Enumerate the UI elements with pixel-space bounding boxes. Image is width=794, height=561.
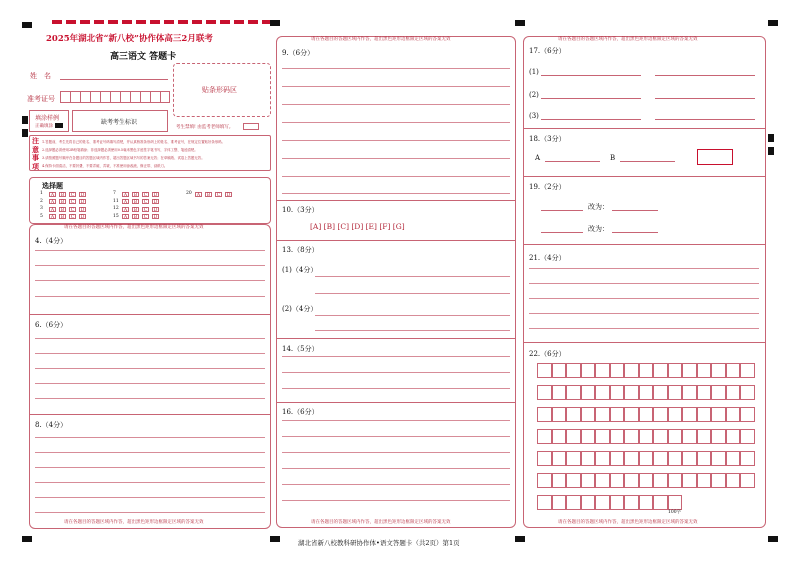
grid-cell[interactable]	[537, 363, 552, 378]
grid-cell[interactable]	[639, 451, 654, 466]
grid-cell[interactable]	[537, 407, 552, 422]
grid-cell[interactable]	[624, 407, 639, 422]
grid-cell[interactable]	[668, 473, 683, 488]
grid-cell[interactable]	[639, 429, 654, 444]
grid-cell[interactable]	[581, 495, 596, 510]
header-dash-bar	[52, 20, 270, 24]
grid-cell[interactable]	[610, 473, 625, 488]
grid-cell[interactable]	[668, 495, 683, 510]
grid-count-label: 100字	[668, 510, 682, 515]
grid-cell[interactable]	[537, 385, 552, 400]
grid-cell[interactable]	[711, 363, 726, 378]
choice-option-bubble[interactable]: C	[143, 215, 148, 220]
q17-blank[interactable]	[541, 119, 641, 120]
answer-line[interactable]	[35, 482, 265, 483]
divider	[276, 240, 516, 241]
timing-mark	[515, 536, 525, 542]
grid-cell[interactable]	[653, 451, 668, 466]
filled-sample	[55, 123, 63, 128]
grid-cell[interactable]	[552, 451, 567, 466]
grid-cell[interactable]	[740, 429, 755, 444]
answer-line[interactable]	[35, 338, 265, 339]
answer-line[interactable]	[282, 388, 510, 389]
choice-option-bubble[interactable]: B	[133, 215, 138, 220]
q19-label: 19.（2分）	[529, 183, 566, 191]
grid-cell[interactable]	[595, 495, 610, 510]
answer-line[interactable]	[35, 353, 265, 354]
q8-label: 8.（4分）	[35, 421, 68, 429]
q14-label: 14.（5分）	[282, 345, 319, 353]
answer-line[interactable]	[35, 398, 265, 399]
grid-cell[interactable]	[697, 385, 712, 400]
middle-answer-panel	[276, 36, 516, 528]
q17-blank[interactable]	[541, 75, 641, 76]
answer-line[interactable]	[529, 298, 759, 299]
answer-line[interactable]	[35, 250, 265, 251]
answer-line[interactable]	[282, 104, 510, 105]
grid-cell[interactable]	[566, 451, 581, 466]
timing-mark	[270, 536, 280, 542]
grid-cell[interactable]	[581, 451, 596, 466]
grid-cell[interactable]	[668, 385, 683, 400]
grid-cell[interactable]	[566, 495, 581, 510]
grid-cell[interactable]	[581, 473, 596, 488]
area-warning: 请在各题目的答题区域内作答，超出黑色矩形边框限定区域的答案无效	[311, 37, 451, 42]
choice-number: 11	[113, 198, 119, 204]
grid-cell[interactable]	[581, 363, 596, 378]
exam-title: 2025年湖北省“新八校”协作体高三2月联考	[46, 34, 213, 44]
grid-row	[537, 473, 755, 488]
choice-option-bubble[interactable]: B	[60, 207, 65, 213]
divider	[523, 176, 766, 177]
grid-cell[interactable]	[726, 451, 741, 466]
sample-label: 填涂样例	[35, 115, 60, 122]
q9-label: 9.（6分）	[282, 49, 315, 57]
grid-cell[interactable]	[668, 429, 683, 444]
choice-option-bubble[interactable]: B	[133, 207, 138, 213]
choice-number: 15	[113, 213, 119, 219]
grid-cell[interactable]	[711, 385, 726, 400]
choice-option-bubble[interactable]: D	[226, 192, 231, 198]
grid-cell[interactable]	[624, 495, 639, 510]
grid-cell[interactable]	[697, 407, 712, 422]
grid-cell[interactable]	[566, 429, 581, 444]
choice-option-bubble[interactable]: D	[153, 215, 158, 220]
divider	[523, 244, 766, 245]
grid-cell[interactable]	[639, 473, 654, 488]
q17-label: 17.（6分）	[529, 47, 566, 55]
grid-row	[537, 407, 755, 422]
grid-cell[interactable]	[726, 363, 741, 378]
answer-line[interactable]	[282, 158, 510, 159]
notice-line: 2.选择题必须使用2B铅笔填涂；非选择题必须使用0.5毫米黑色字迹签字笔书写，字体工整、笔迹清楚。	[42, 148, 198, 152]
timing-mark	[22, 536, 32, 542]
grid-cell[interactable]	[711, 407, 726, 422]
grid-row	[537, 363, 755, 378]
grid-cell[interactable]	[639, 363, 654, 378]
grid-cell[interactable]	[726, 407, 741, 422]
grid-cell[interactable]	[624, 451, 639, 466]
grid-cell[interactable]	[537, 451, 552, 466]
q19-blank[interactable]	[612, 232, 658, 233]
divider	[276, 338, 516, 339]
answer-line[interactable]	[35, 368, 265, 369]
choice-option-bubble[interactable]: B	[60, 192, 65, 198]
grid-cell[interactable]	[697, 363, 712, 378]
notice-line: 1.答题前，考生先将自己的姓名、准考证号码填写清楚，并认真核准条形码上的姓名、准考证号，在规定位置贴好条形码。	[42, 140, 225, 144]
grid-row	[537, 495, 682, 510]
grid-cell[interactable]	[726, 473, 741, 488]
area-warning: 请在各题目的答题区域内作答，超出黑色矩形边框限定区域的答案无效	[558, 37, 698, 42]
choice-option-bubble[interactable]: D	[153, 200, 158, 205]
answer-line[interactable]	[282, 193, 510, 194]
choice-option-bubble[interactable]: A	[123, 215, 128, 220]
answer-line[interactable]	[282, 468, 510, 469]
answer-line[interactable]	[282, 122, 510, 123]
grid-cell[interactable]	[697, 473, 712, 488]
grid-cell[interactable]	[566, 473, 581, 488]
grid-cell[interactable]	[653, 473, 668, 488]
choice-option-bubble[interactable]: C	[216, 192, 221, 198]
answer-line[interactable]	[282, 452, 510, 453]
answer-line[interactable]	[282, 176, 510, 177]
choice-number: 5	[40, 213, 43, 219]
grid-cell[interactable]	[566, 407, 581, 422]
divider	[523, 342, 766, 343]
divider	[276, 200, 516, 201]
q19-change-label: 改为：	[588, 225, 609, 233]
choice-option-bubble[interactable]: D	[80, 215, 85, 220]
left-answer-panel	[29, 224, 271, 529]
choice-option-bubble[interactable]: A	[123, 192, 128, 198]
answer-line[interactable]	[282, 68, 510, 69]
choice-number: 1	[40, 191, 43, 196]
answer-line[interactable]	[35, 265, 265, 266]
notice-box	[29, 135, 271, 171]
grid-cell[interactable]	[740, 363, 755, 378]
divider	[29, 314, 271, 315]
q18-label: 18.（3分）	[529, 135, 566, 143]
grid-cell[interactable]	[668, 407, 683, 422]
q19-blank[interactable]	[541, 210, 583, 211]
area-warning: 请在各题目的答题区域内作答，超出黑色矩形边框限定区域的答案无效	[64, 225, 204, 230]
q17-blank[interactable]	[655, 75, 755, 76]
grid-cell[interactable]	[639, 495, 654, 510]
grid-cell[interactable]	[595, 385, 610, 400]
choice-option-bubble[interactable]: A	[196, 192, 201, 198]
grid-cell[interactable]	[552, 407, 567, 422]
q22-label: 22.（6分）	[529, 350, 566, 358]
answer-line[interactable]	[529, 268, 759, 269]
choice-option-bubble[interactable]: A	[50, 215, 55, 220]
grid-cell[interactable]	[552, 363, 567, 378]
grid-cell[interactable]	[740, 473, 755, 488]
choice-option-bubble[interactable]: A	[50, 192, 55, 198]
divider	[276, 402, 516, 403]
grid-cell[interactable]	[566, 385, 581, 400]
q18-a-label: A	[535, 154, 541, 162]
grid-cell[interactable]	[639, 407, 654, 422]
q17-blank[interactable]	[541, 98, 641, 99]
grid-cell[interactable]	[697, 451, 712, 466]
barcode-label: 贴条形码区	[202, 86, 237, 94]
grid-cell[interactable]	[581, 385, 596, 400]
q18-a-blank[interactable]	[545, 161, 600, 162]
answer-line[interactable]	[315, 276, 510, 277]
answer-line[interactable]	[315, 315, 510, 316]
timing-mark	[768, 20, 778, 26]
grid-cell[interactable]	[537, 429, 552, 444]
answer-line[interactable]	[35, 280, 265, 281]
grid-cell[interactable]	[682, 407, 697, 422]
grid-row	[537, 451, 755, 466]
grid-cell[interactable]	[552, 385, 567, 400]
q16-label: 16.（6分）	[282, 408, 319, 416]
answer-line[interactable]	[35, 452, 265, 453]
grid-cell[interactable]	[552, 473, 567, 488]
choice-number: 20	[186, 191, 192, 196]
answer-line[interactable]	[315, 293, 510, 294]
timing-mark	[22, 116, 28, 124]
notice-head: 注	[32, 136, 39, 145]
timing-mark	[270, 20, 280, 26]
timing-mark	[768, 536, 778, 542]
q18-b-blank[interactable]	[620, 161, 675, 162]
grid-cell[interactable]	[711, 429, 726, 444]
answer-line[interactable]	[282, 356, 510, 357]
choice-option-bubble[interactable]: B	[133, 200, 138, 205]
barcode-area	[173, 63, 271, 117]
absent-checkbox[interactable]	[243, 123, 259, 130]
choice-option-bubble[interactable]: B	[133, 192, 138, 198]
grid-cell[interactable]	[610, 451, 625, 466]
answer-line[interactable]	[282, 484, 510, 485]
timing-mark	[22, 22, 32, 28]
answer-line[interactable]	[35, 383, 265, 384]
grid-cell[interactable]	[610, 407, 625, 422]
choice-option-bubble[interactable]: C	[143, 207, 148, 213]
timing-mark	[515, 20, 525, 26]
sample-sub: 正确填涂	[35, 124, 53, 129]
grid-cell[interactable]	[653, 407, 668, 422]
answer-line[interactable]	[282, 140, 510, 141]
notice-line: 4.保持卡面清洁，不要折叠，不要弄破、弄皱，不准使用涂改液、修正带、刮纸刀。	[42, 164, 168, 168]
grid-cell[interactable]	[610, 495, 625, 510]
notice-head: 项	[32, 161, 39, 171]
grid-row	[537, 429, 755, 444]
answer-line[interactable]	[282, 86, 510, 87]
grid-cell[interactable]	[682, 429, 697, 444]
grid-cell[interactable]	[697, 429, 712, 444]
grid-cell[interactable]	[726, 429, 741, 444]
choice-number: 2	[40, 198, 43, 204]
q17-item: (3)	[529, 112, 539, 120]
q4-label: 4.（4分）	[35, 237, 68, 245]
grid-cell[interactable]	[595, 451, 610, 466]
grid-cell[interactable]	[682, 473, 697, 488]
answer-line[interactable]	[315, 330, 510, 331]
choice-title: 选择题	[42, 181, 63, 190]
grid-cell[interactable]	[610, 429, 625, 444]
choice-option-bubble[interactable]: C	[70, 200, 75, 205]
grid-cell[interactable]	[537, 495, 552, 510]
answer-line[interactable]	[35, 296, 265, 297]
timing-mark	[768, 134, 774, 142]
divider	[523, 128, 766, 129]
card-subtitle: 高三语文 答题卡	[110, 52, 177, 62]
footer-text: 湖北省新八校教科研协作体•语文答题卡（共2页）第1页	[298, 539, 460, 547]
choice-option-bubble[interactable]: D	[80, 207, 85, 213]
q17-item: (2)	[529, 91, 539, 99]
choice-option-bubble[interactable]: D	[80, 200, 85, 205]
choice-number: 12	[113, 206, 119, 211]
choice-option-bubble[interactable]: B	[206, 192, 211, 198]
grid-cell[interactable]	[653, 363, 668, 378]
grid-cell[interactable]	[653, 429, 668, 444]
choice-option-bubble[interactable]: C	[70, 192, 75, 198]
q10-options[interactable]: [A] [B] [C] [D] [E] [F] [G]	[310, 222, 405, 231]
grid-cell[interactable]	[595, 363, 610, 378]
grid-cell[interactable]	[624, 385, 639, 400]
answer-line[interactable]	[35, 497, 265, 498]
grid-cell[interactable]	[624, 473, 639, 488]
name-field[interactable]	[60, 79, 168, 80]
q10-label: 10.（3分）	[282, 206, 319, 214]
exam-no-field[interactable]	[60, 91, 170, 103]
grid-cell[interactable]	[537, 473, 552, 488]
choice-option-bubble[interactable]: A	[123, 200, 128, 205]
answer-line[interactable]	[529, 313, 759, 314]
choice-option-bubble[interactable]: C	[143, 192, 148, 198]
q19-blank[interactable]	[541, 232, 583, 233]
choice-option-bubble[interactable]: A	[50, 207, 55, 213]
absent-note: 考生禁填! 由监考老师填写。	[176, 125, 234, 130]
area-warning: 请在各题目的答题区域内作答，超出黑色矩形边框限定区域的答案无效	[311, 520, 451, 525]
choice-option-bubble[interactable]: A	[123, 207, 128, 213]
grid-cell[interactable]	[639, 385, 654, 400]
grid-cell[interactable]	[581, 429, 596, 444]
answer-line[interactable]	[282, 420, 510, 421]
choice-option-bubble[interactable]: D	[153, 207, 158, 213]
choice-option-bubble[interactable]: B	[60, 200, 65, 205]
grid-cell[interactable]	[552, 495, 567, 510]
choice-option-bubble[interactable]: C	[143, 200, 148, 205]
grid-cell[interactable]	[740, 385, 755, 400]
grid-cell[interactable]	[624, 363, 639, 378]
grid-cell[interactable]	[581, 407, 596, 422]
grid-cell[interactable]	[653, 385, 668, 400]
grid-cell[interactable]	[711, 451, 726, 466]
q17-blank[interactable]	[655, 98, 755, 99]
grid-cell[interactable]	[668, 363, 683, 378]
q18-b-label: B	[610, 154, 616, 162]
notice-head: 意	[32, 144, 39, 154]
answer-line[interactable]	[35, 437, 265, 438]
q13-label: 13.（8分）	[282, 246, 319, 254]
grid-cell[interactable]	[624, 429, 639, 444]
notice-line: 3.请按照题号顺序在各题目的答题区域内作答，超出答题区域书写的答案无效；在草稿纸、试卷上答题无效。	[42, 156, 205, 160]
answer-line[interactable]	[282, 500, 510, 501]
choice-option-bubble[interactable]: D	[80, 192, 85, 198]
choice-option-bubble[interactable]: A	[50, 200, 55, 205]
choice-option-bubble[interactable]: B	[60, 215, 65, 220]
q13-1-label: (1)（4分）	[282, 266, 318, 274]
q18-box[interactable]	[697, 149, 733, 165]
notice-head: 事	[32, 153, 39, 162]
q21-label: 21.（4分）	[529, 254, 566, 262]
grid-cell[interactable]	[740, 407, 755, 422]
grid-cell[interactable]	[682, 385, 697, 400]
answer-line[interactable]	[35, 467, 265, 468]
timing-mark	[768, 147, 774, 155]
grid-cell[interactable]	[566, 363, 581, 378]
q17-blank[interactable]	[655, 119, 755, 120]
q19-change-label: 改为：	[588, 203, 609, 211]
grid-cell[interactable]	[726, 385, 741, 400]
choice-option-bubble[interactable]: D	[153, 192, 158, 198]
choice-number: 7	[113, 191, 116, 196]
exam-no-label: 准考证号	[27, 95, 55, 103]
absent-label: 缺考考生标识	[101, 119, 138, 126]
area-warning: 请在各题目的答题区域内作答，超出黑色矩形边框限定区域的答案无效	[64, 520, 204, 525]
q19-blank[interactable]	[612, 210, 658, 211]
grid-cell[interactable]	[610, 363, 625, 378]
grid-cell[interactable]	[740, 451, 755, 466]
name-label: 姓 名	[30, 72, 51, 80]
sample-box	[29, 110, 69, 132]
grid-cell[interactable]	[711, 473, 726, 488]
q13-2-label: (2)（4分）	[282, 305, 318, 313]
timing-mark	[22, 129, 28, 137]
choice-option-bubble[interactable]: C	[70, 215, 75, 220]
grid-cell[interactable]	[552, 429, 567, 444]
grid-cell[interactable]	[653, 495, 668, 510]
grid-cell[interactable]	[595, 473, 610, 488]
choice-option-bubble[interactable]: C	[70, 207, 75, 213]
grid-row	[537, 385, 755, 400]
grid-cell[interactable]	[595, 407, 610, 422]
q17-item: (1)	[529, 68, 539, 76]
grid-cell[interactable]	[668, 451, 683, 466]
answer-line[interactable]	[282, 436, 510, 437]
q6-label: 6.（6分）	[35, 321, 68, 329]
divider	[29, 414, 271, 415]
grid-cell[interactable]	[682, 363, 697, 378]
answer-line[interactable]	[529, 283, 759, 284]
area-warning: 请在各题目的答题区域内作答，超出黑色矩形边框限定区域的答案无效	[558, 520, 698, 525]
absent-box	[72, 110, 168, 132]
grid-cell[interactable]	[682, 451, 697, 466]
answer-line[interactable]	[35, 512, 265, 513]
answer-line[interactable]	[529, 328, 759, 329]
grid-cell[interactable]	[610, 385, 625, 400]
grid-cell[interactable]	[595, 429, 610, 444]
choice-number: 3	[40, 206, 43, 211]
answer-line[interactable]	[282, 372, 510, 373]
